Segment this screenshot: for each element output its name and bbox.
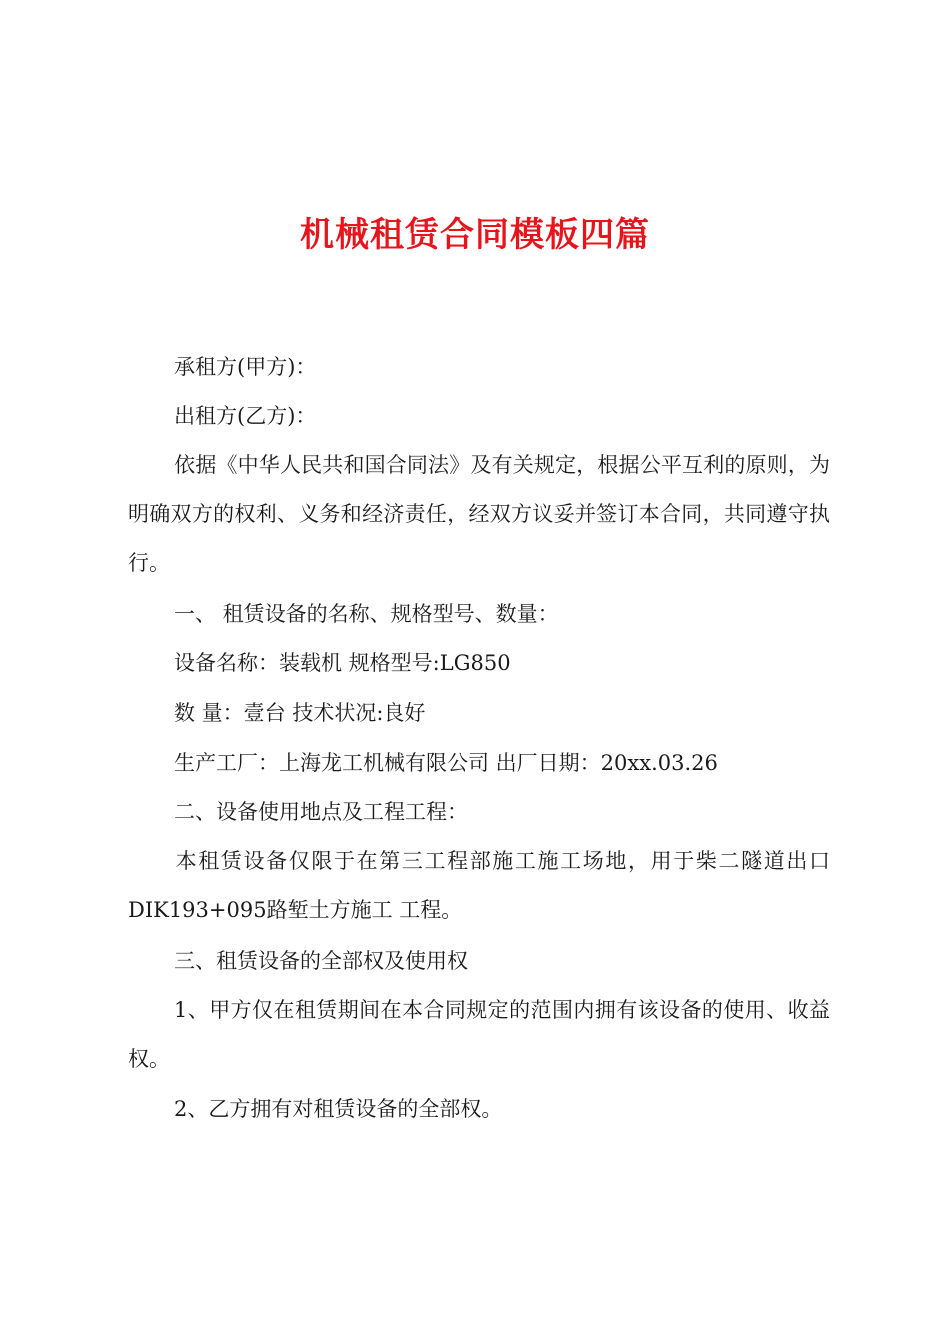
clause-2-line: 2、乙方拥有对租赁设备的全部权。 [174, 1097, 503, 1121]
section-1-heading: 一、 租赁设备的名称、规格型号、数量： [174, 602, 559, 626]
clause-1-paragraph [128, 986, 830, 1084]
section-3-heading: 三、租赁设备的全部权及使用权 [174, 949, 468, 973]
intro-text: 依据《中华人民共和国合同法》及有关规定，根据公平互利的原则，为明确双方的权利、义务和经济责任，经双方议妥并签订本合同，共同遵守执行。 [128, 453, 830, 575]
factory-line: 生产工厂：上海龙工机械有限公司 出厂日期：20xx.03.26 [174, 751, 718, 775]
quantity-line: 数 量：壹台 技术状况:良好 [174, 701, 426, 725]
intro-paragraph [128, 441, 830, 588]
section-2-heading: 二、设备使用地点及工程工程： [174, 800, 468, 824]
equipment-line: 设备名称：装载机 规格型号:LG850 [174, 651, 511, 675]
location-paragraph [128, 837, 830, 935]
lessee-line: 承租方(甲方)： [174, 355, 317, 379]
document-title: 机械租赁合同模板四篇 [300, 215, 650, 255]
clause-1-text: 1、甲方仅在租赁期间在本合同规定的范围内拥有该设备的使用、收益权。 [128, 998, 830, 1071]
location-text: 本租赁设备仅限于在第三工程部施工施工场地，用于柴二隧道出口DIK193+095路堑土方施工 工程。 [128, 849, 830, 922]
lessor-line: 出租方(乙方)： [174, 404, 317, 428]
